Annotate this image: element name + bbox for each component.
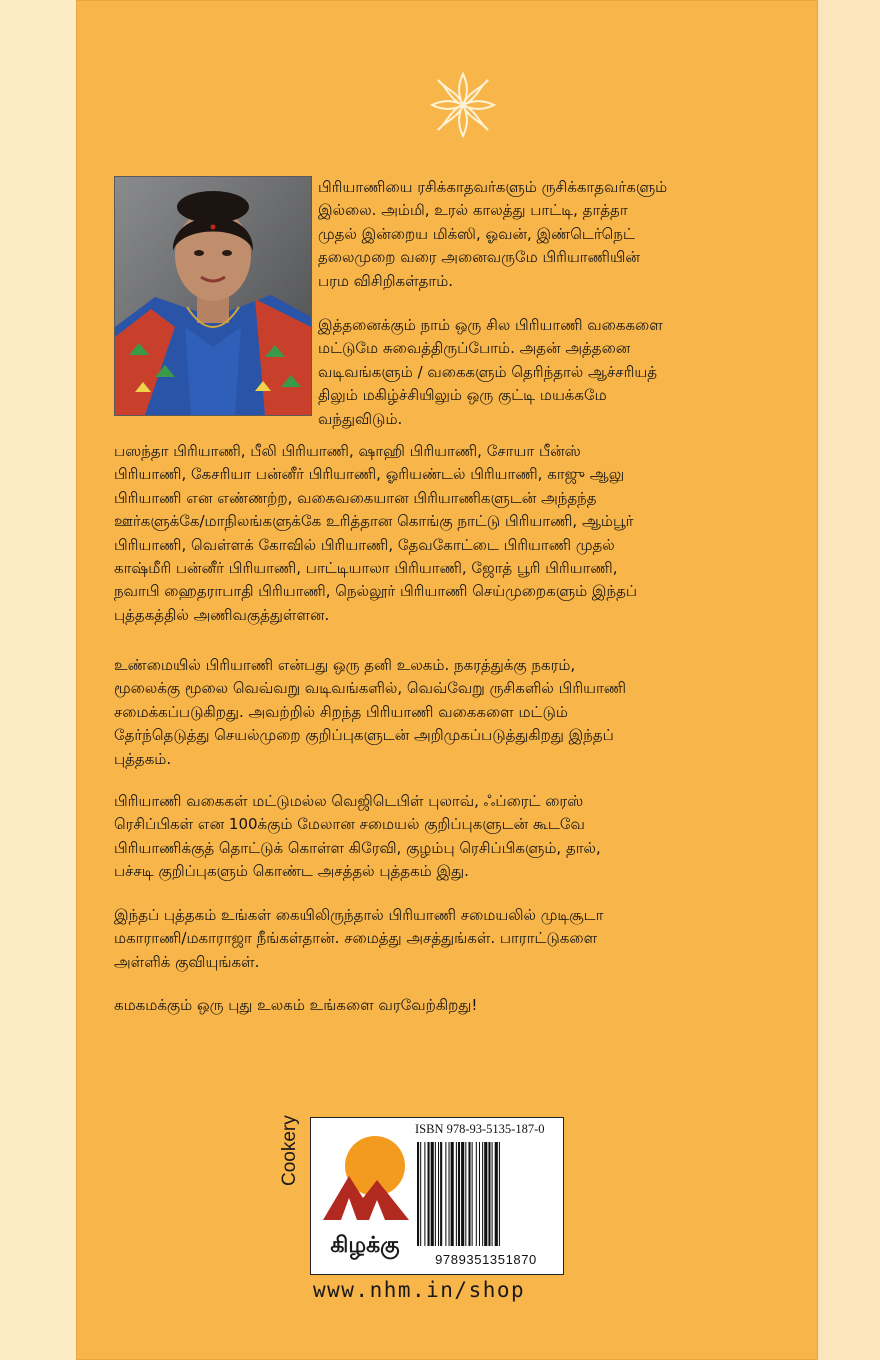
barcode-bar [456,1142,457,1246]
text-line: புத்தகம். [114,749,172,768]
text-line: பரம விசிறிகள்தாம். [318,271,454,290]
text-line: முதல் இன்றைய மிக்ஸி, ஓவன், இண்டெர்நெட் [318,224,635,243]
text-line: பிரியாணி என எண்ணற்ற, வகைவகையான பிரியாணிகளுடன் அந்தந்த [114,488,597,507]
barcode-bar [468,1142,470,1246]
barcode-bar [445,1142,446,1246]
welcome-line [114,994,781,1017]
text-line: நவாபி ஹைதராபாதி பிரியாணி, நெல்லூர் பிரியாணி செய்முறைகளும் இந்தப் [114,582,638,601]
text-line: தலைமுறை வரை அனைவருமே பிரியாணியின் [318,248,640,267]
intro-paragraph [318,176,781,293]
spine-edge [0,0,76,1360]
text-line: கமகமக்கும் ஒரு புது உலகம் உங்களை வரவேற்கிறது! [114,996,478,1014]
text-line: வடிவங்களும் / வகைகளும் தெரிந்தால் ஆச்சரியத் [318,362,658,381]
ornament-icon [430,72,496,138]
text-line: சமைக்கப்படுகிறது. அவற்றில் சிறந்த பிரியாணி வகைகளை மட்டும் [114,702,568,721]
barcode-bar [449,1142,450,1246]
text-line: மூலைக்கு மூலை வெவ்வறு வடிவங்களில், வெவ்வேறு ருசிகளில் பிரியாணி [114,679,627,698]
barcode-number: 9789351351870 [435,1252,537,1267]
barcode-bar [428,1142,430,1246]
recipes-paragraph [114,790,781,884]
text-line: பிரியாணி வகைகள் மட்டுமல்ல வெஜிடெபிள் புலாவ், ஃப்ரைட் ரைஸ் [114,792,584,810]
barcode-bar [479,1142,480,1246]
text-line: அள்ளிக் குவியுங்கள். [114,952,260,971]
text-line: மட்டுமே சுவைத்திருப்போம். அதன் அத்தனை [318,339,631,358]
barcode-bar [451,1142,454,1246]
second-paragraph [318,314,781,431]
text-line: பஸந்தா பிரியாணி, பீலி பிரியாணி, ஷாஹி பிரியாணி, சோயா பீன்ஸ் [114,442,581,460]
barcode-bar [465,1142,466,1246]
barcode-bar [476,1142,477,1246]
text-line: மகாராணி/மகாராஜா நீங்கள்தான். சமைத்து அசத்துங்கள். பாராட்டுகளை [114,929,598,948]
barcode-bar [440,1142,442,1246]
text-line: காஷ்மீரி பன்னீர் பிரியாணி, பாட்டியாலா பிரியாணி, ஜோத் பூரி பிரியாணி, [114,559,618,578]
shop-url[interactable]: www.nhm.in/shop [313,1278,526,1302]
text-line: இந்தப் புத்தகம் உங்கள் கையிலிருந்தால் பிரியாணி சமையலில் முடிசூடா [114,906,604,924]
publisher-box [310,1117,564,1275]
text-line: தேர்ந்தெடுத்து செயல்முறை குறிப்புகளுடன் அறிமுகப்படுத்துகிறது இந்தப் [114,726,614,745]
text-line: பச்சடி குறிப்புகளும் கொண்ட அசத்தல் புத்தகம் இது. [114,862,469,881]
text-line: உண்மையில் பிரியாணி என்பது ஒரு தனி உலகம். நகரத்துக்கு நகரம், [114,656,576,674]
isbn-text: ISBN 978-93-5135-187-0 [415,1122,545,1136]
varieties-paragraph [114,440,781,627]
barcode-bar [484,1142,487,1246]
barcode-bar [472,1142,473,1246]
page-edge [818,0,880,1360]
barcode-bar [431,1142,434,1246]
text-line: வந்துவிடும். [318,409,403,428]
barcode-bar [461,1142,464,1246]
barcode-bar [420,1142,421,1246]
publisher-logo [319,1128,411,1268]
text-line: பிரியாணிக்குத் தொட்டுக் கொள்ள கிரேவி, குழம்பு ரெசிப்பிகளும், தால், [114,838,601,857]
barcode-bar [492,1142,493,1246]
text-line: இத்தனைக்கும் நாம் ஒரு சில பிரியாணி வகைகளை [318,316,663,334]
text-line: ஊர்களுக்கே/மாநிலங்களுக்கே உரித்தான கொங்கு நாட்டு பிரியாணி, ஆம்பூர் [114,512,634,531]
category-label: Cookery [279,1115,300,1186]
barcode-bar [435,1142,436,1246]
barcode-bar [495,1142,498,1246]
text-line: புத்தகத்தில் அணிவகுத்துள்ளன. [114,605,330,624]
barcode-bar [499,1142,500,1246]
queen-paragraph [114,904,781,974]
text-line: பிரியாணியை ரசிக்காதவர்களும் ருசிக்காதவர்களும் [318,178,668,196]
text-line: இல்லை. அம்மி, உரல் காலத்து பாட்டி, தாத்தா [318,201,628,220]
text-line: பிரியாணி, கேசரியா பன்னீர் பிரியாணி, ஓரியண்டல் பிரியாணி, காஜு ஆலு [114,465,625,484]
author-photo [114,176,312,416]
barcode-bar [438,1142,439,1246]
text-line: ரெசிப்பிகள் என 100க்கும் மேலான சமையல் குறிப்புகளுடன் கூடவே [114,815,585,834]
barcode-bar [424,1142,425,1246]
barcode-bar [488,1142,490,1246]
text-line: திலும் மகிழ்ச்சியிலும் ஒரு குட்டி மயக்கமே [318,386,607,405]
barcode-bar [482,1142,483,1246]
barcode-icon [415,1142,555,1246]
barcode-bar [458,1142,460,1246]
text-line: பிரியாணி, வெள்ளக் கோவில் பிரியாணி, தேவகோட்டை பிரியாணி முதல் [114,535,615,554]
publisher-name: கிழக்கு [330,1233,400,1258]
barcode-bar [417,1142,419,1246]
world-paragraph [114,654,781,771]
